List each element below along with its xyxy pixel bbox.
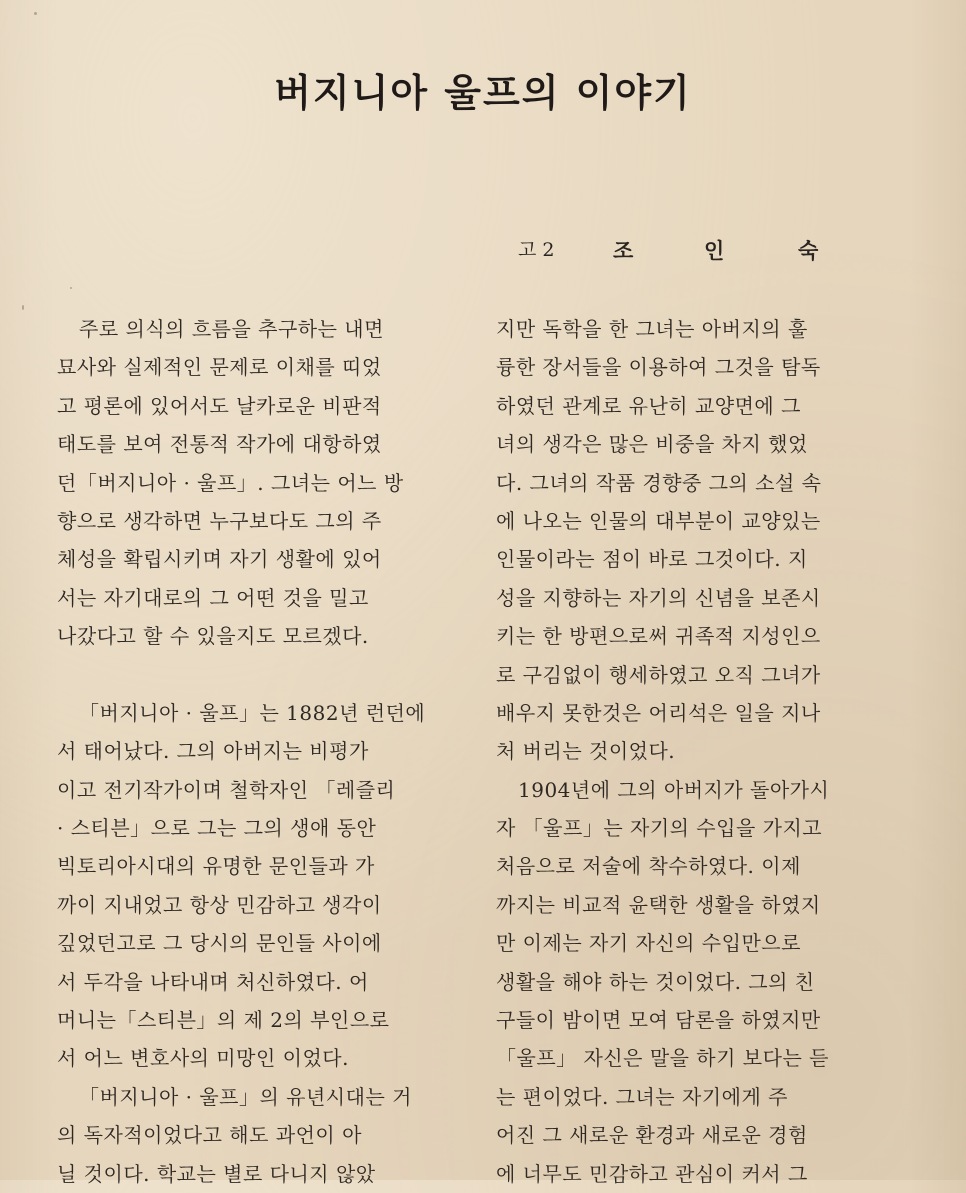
text-line: 처음으로 저술에 착수하였다. 이제 (496, 854, 801, 879)
text-line: 머니는「스티븐」의 제 2의 부인으로 (57, 1008, 390, 1033)
text-line: 에 너무도 민감하고 관심이 커서 그 (496, 1161, 808, 1186)
text-line: 까지는 비교적 윤택한 생활을 하였지 (496, 892, 821, 917)
author-grade: 고 2 (518, 239, 555, 261)
text-line: 어진 그 새로운 환경과 새로운 경험 (496, 1123, 808, 1148)
text-line: 주로 의식의 흐름을 추구하는 내면 (79, 317, 384, 341)
text-line: 고 평론에 있어서도 날카로운 비판적 (57, 393, 382, 418)
text-line: 구들이 밤이면 모여 담론을 하였지만 (496, 1008, 821, 1033)
text-line: 던「버지니아 · 울프」. 그녀는 어느 방 (57, 470, 404, 495)
text-line: 의 독자적이었다고 해도 과언이 아 (57, 1123, 362, 1148)
text-line: 생활을 해야 하는 것이었다. 그의 친 (496, 969, 815, 994)
text-line: 녀의 생각은 많은 비중을 차지 했었 (496, 432, 808, 457)
text-line: 나갔다고 할 수 있을지도 모르겠다. (57, 624, 369, 649)
text-line: 인물이라는 점이 바로 그것이다. 지 (496, 547, 808, 572)
right-text-column (496, 310, 896, 1193)
text-line: 에 나오는 인물의 대부분이 교양있는 (496, 508, 821, 533)
text-line: 하였던 관계로 유난히 교양면에 그 (496, 393, 801, 418)
text-line: 이고 전기작가이며 철학자인 「레즐리 (57, 777, 396, 802)
text-line: 키는 한 방편으로써 귀족적 지성인으 (496, 624, 821, 649)
text-line: 빅토리아시대의 유명한 문인들과 가 (57, 854, 375, 879)
text-line: 닐 것이다. 학교는 별로 다니지 않았 (57, 1161, 376, 1186)
text-line: 자 「울프」는 자기의 수입을 가지고 (496, 816, 823, 841)
text-line: · 스티븐」으로 그는 그의 생애 동안 (57, 816, 377, 841)
text-line: 만 이제는 자기 자신의 수입만으로 (496, 931, 801, 956)
text-line: 배우지 못한것은 어리석은 일을 지나 (496, 700, 821, 725)
text-line: 향으로 생각하면 누구보다도 그의 주 (57, 508, 382, 533)
text-line: 처 버리는 것이었다. (496, 739, 676, 764)
text-line: 묘사와 실제적인 문제로 이채를 띠었 (57, 355, 382, 380)
text-line: 까이 지내었고 항상 민감하고 생각이 (57, 892, 382, 917)
paper-speck (70, 287, 72, 289)
text-line: 성을 지향하는 자기의 신념을 보존시 (496, 585, 821, 610)
author-name-char: 조 (613, 238, 634, 263)
text-line: 다. 그녀의 작품 경향중 그의 소설 속 (496, 470, 822, 495)
author-name-char: 인 (704, 238, 725, 263)
text-line: 「버지니아 · 울프」의 유년시대는 거 (79, 1084, 412, 1109)
text-line: 1904년에 그의 아버지가 돌아가시 (518, 777, 830, 802)
text-line: 체성을 확립시키며 자기 생활에 있어 (57, 547, 382, 572)
text-line: 태도를 보여 전통적 작가에 대항하였 (57, 432, 382, 457)
paragraph-gap (57, 656, 457, 694)
left-text-column (57, 310, 457, 1193)
byline (518, 235, 838, 269)
paper-speck (34, 12, 37, 15)
text-line: 지만 독학을 한 그녀는 아버지의 훌 (496, 317, 808, 341)
text-line: 로 구김없이 행세하였고 오직 그녀가 (496, 662, 821, 687)
text-line: 「버지니아 · 울프」는 1882년 런던에 (79, 700, 426, 725)
text-line: 서 두각을 나타내며 처신하였다. 어 (57, 969, 369, 994)
text-line: 서는 자기대로의 그 어떤 것을 밀고 (57, 585, 369, 610)
text-line: 서 태어났다. 그의 아버지는 비평가 (57, 739, 369, 764)
paper-speck (22, 305, 24, 310)
author-name-char: 숙 (798, 238, 819, 263)
article-title: 버지니아 울프의 이야기 (274, 71, 692, 115)
text-line: 서 어느 변호사의 미망인 이었다. (57, 1046, 349, 1071)
text-line: 깊었던고로 그 당시의 문인들 사이에 (57, 931, 382, 956)
text-line: 륭한 장서들을 이용하여 그것을 탐독 (496, 355, 821, 380)
text-line: 는 편이었다. 그녀는 자기에게 주 (496, 1084, 788, 1109)
text-line: 「울프」 자신은 말을 하기 보다는 듣 (496, 1046, 829, 1071)
